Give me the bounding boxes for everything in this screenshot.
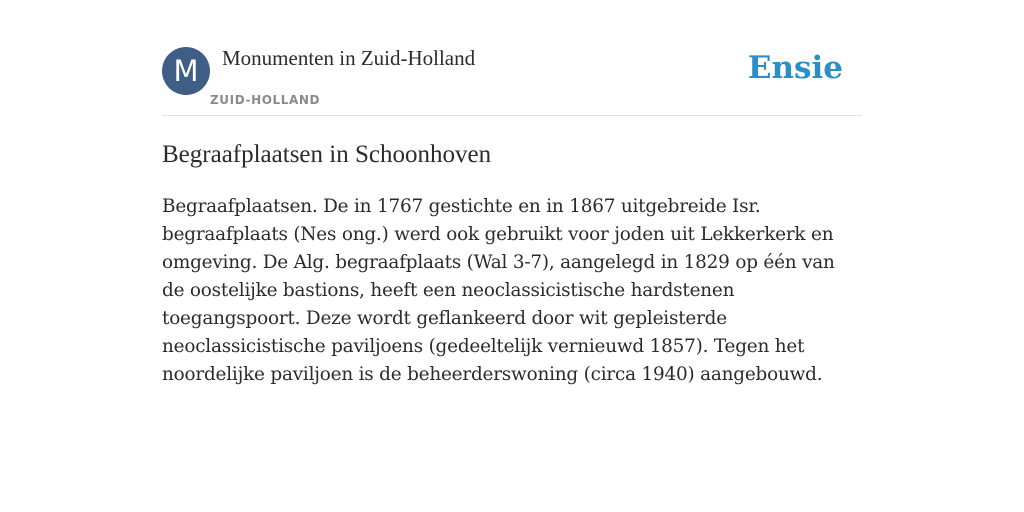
article-card xyxy=(162,38,862,389)
source-title-link[interactable]: Monumenten in Zuid-Holland xyxy=(222,46,476,70)
article-title: Begraafplaatsen in Schoonhoven xyxy=(162,141,492,168)
article-body: Begraafplaatsen. De in 1767 gestichte en in 1867 uitgebreide Isr. begraafplaats (Nes ong.) werd ook gebruikt voor joden uit Lekkerkerk en omgeving. De Alg. begraafplaats (Wal 3-7), aangelegd in 1829 op één van de oostelijke bastions, heeft een neoclassicistische hardstenen toegangspoort. Deze wordt geflankeerd door wit gepleisterde neoclassicistische paviljoens (gedeeltelijk vernieuwd 1857). Tegen het noordelijke paviljoen is de beheerderswoning (circa 1940) aangebouwd. xyxy=(162,196,835,385)
source-avatar[interactable]: M xyxy=(162,47,210,95)
source-header xyxy=(162,38,862,116)
category-label[interactable]: ZUID-HOLLAND xyxy=(210,93,321,107)
ensie-logo[interactable]: Ensie xyxy=(747,50,843,86)
